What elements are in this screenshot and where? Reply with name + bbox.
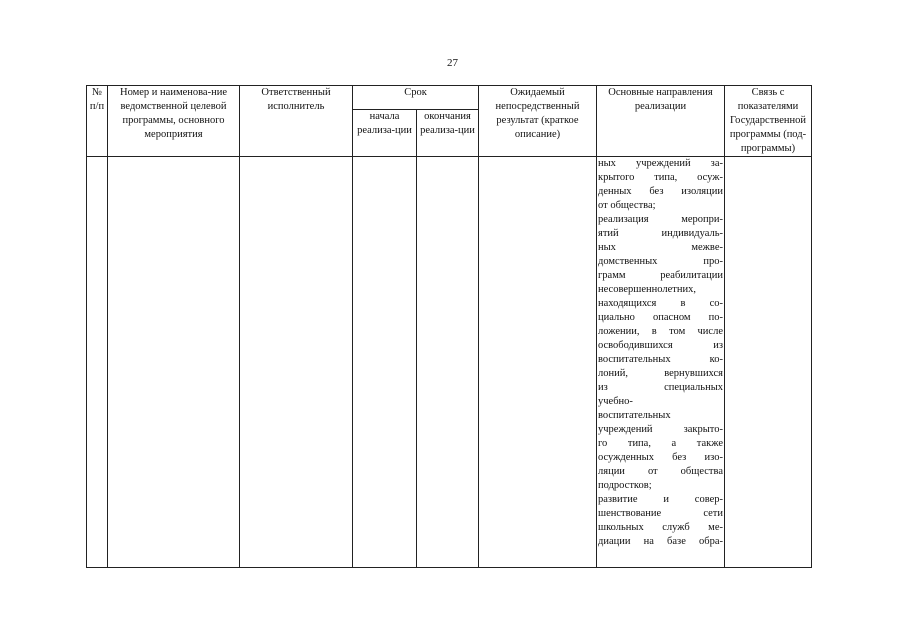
- header-term-start: начала реализа-ции: [353, 110, 417, 157]
- directions-line: ляции от общества: [598, 466, 723, 477]
- directions-line: диации на базе обра-: [598, 536, 723, 547]
- directions-line: подростков;: [598, 480, 652, 491]
- directions-line: развитие и совер-: [598, 494, 723, 505]
- header-num: № п/п: [87, 86, 108, 157]
- directions-line: освободившихся из: [598, 340, 723, 351]
- table-row: [87, 157, 812, 568]
- directions-line: осужденных без изо-: [598, 452, 723, 463]
- cell-executor: [240, 157, 353, 568]
- directions-line: ных учреждений за-: [598, 158, 723, 169]
- directions-line: денных без изоляции: [598, 186, 723, 197]
- header-term: Срок: [353, 86, 479, 110]
- header-program-name: Номер и наименова-ние ведомственной целевой программы, основного мероприятия: [108, 86, 240, 157]
- directions-line: воспитательных: [598, 410, 671, 421]
- program-table: [86, 85, 812, 568]
- directions-line: находящихся в со-: [598, 298, 723, 309]
- header-row: [87, 86, 812, 110]
- header-executor: Ответственный исполнитель: [240, 86, 353, 157]
- directions-line: ложении, в том числе: [598, 326, 723, 337]
- directions-line: домственных про-: [598, 256, 723, 267]
- directions-line: ных межве-: [598, 242, 723, 253]
- cell-program-name: [108, 157, 240, 568]
- directions-line: учреждений закрыто-: [598, 424, 723, 435]
- page-number: 27: [447, 57, 458, 69]
- directions-line: учебно-: [598, 396, 633, 407]
- directions-line: из специальных: [598, 382, 723, 393]
- cell-program-link: [725, 157, 812, 568]
- header-expected-result: Ожидаемый непосредственный результат (краткое описание): [479, 86, 597, 157]
- directions-line: несовершеннолетних,: [598, 284, 696, 295]
- header-term-end: окончания реализа-ции: [417, 110, 479, 157]
- directions-line: циально опасном по-: [598, 312, 723, 323]
- header-program-link: Связь с показателями Государственной программы (под-программы): [725, 86, 812, 157]
- directions-line: от общества;: [598, 200, 656, 211]
- directions-line: лоний, вернувшихся: [598, 368, 723, 379]
- cell-term-start: [353, 157, 417, 568]
- cell-expected-result: [479, 157, 597, 568]
- cell-main-directions: [597, 157, 725, 568]
- cell-num: [87, 157, 108, 568]
- directions-line: ятий индивидуаль-: [598, 228, 723, 239]
- header-main-directions: Основные направления реализации: [597, 86, 725, 157]
- directions-line: го типа, а также: [598, 438, 723, 449]
- directions-line: шенствование сети: [598, 508, 723, 519]
- cell-term-end: [417, 157, 479, 568]
- directions-line: грамм реабилитации: [598, 270, 723, 281]
- directions-line: школьных служб ме-: [598, 522, 723, 533]
- directions-line: крытого типа, осуж-: [598, 172, 723, 183]
- directions-line: воспитательных ко-: [598, 354, 723, 365]
- directions-line: реализация меропри-: [598, 214, 723, 225]
